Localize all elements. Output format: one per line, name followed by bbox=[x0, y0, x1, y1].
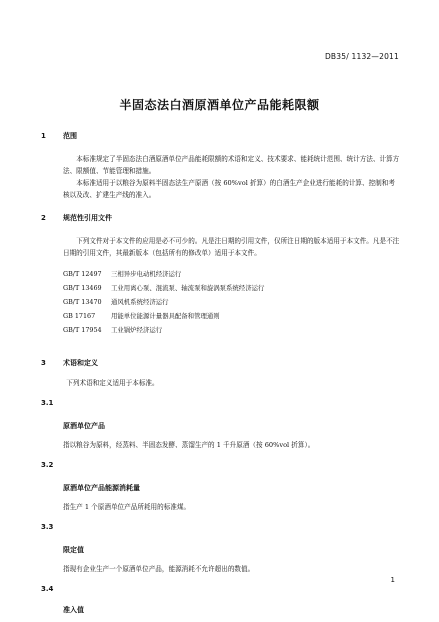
document-title: 半固态法白酒原酒单位产品能耗限额 bbox=[119, 98, 320, 112]
term-number: 3.2 bbox=[41, 461, 54, 469]
paragraph: 本标准规定了半固态法白酒原酒单位产品能耗限额的术语和定义、技术要求、能耗统计范围、统计方法、计算方法、限额值、节能管理和措施。 bbox=[63, 155, 400, 175]
paragraph: 本标准适用于以粮谷为原料半固态法生产原酒（按 60%vol 折算）的白酒生产企业进行能耗的计算、控制和考核以及改、扩建生产线的准入。 bbox=[63, 179, 395, 199]
term-number: 3.3 bbox=[41, 523, 54, 531]
reference-code: GB/T 13469 bbox=[63, 284, 102, 292]
term-number: 3.1 bbox=[41, 399, 54, 407]
term-title: 原酒单位产品能源消耗量 bbox=[63, 484, 140, 492]
term-definition: 指现有企业生产一个原酒单位产品，能源消耗不允许超出的数值。 bbox=[63, 565, 255, 573]
section-number: 3 bbox=[41, 359, 46, 367]
paragraph: 下列术语和定义适用于本标准。 bbox=[66, 379, 159, 387]
reference-code: GB/T 17954 bbox=[63, 326, 102, 334]
term-title: 限定值 bbox=[63, 546, 84, 554]
reference-item bbox=[63, 296, 169, 308]
reference-item bbox=[63, 268, 181, 280]
standard-code: DB35/ 1132—2011 bbox=[324, 52, 399, 61]
reference-item bbox=[63, 310, 220, 322]
reference-name: 三相异步电动机经济运行 bbox=[111, 270, 182, 278]
section-number: 1 bbox=[41, 132, 46, 140]
reference-name: 通风机系统经济运行 bbox=[111, 298, 169, 306]
section-2-heading bbox=[41, 213, 112, 223]
reference-name: 用能单位能源计量器具配备和管理通则 bbox=[111, 312, 220, 320]
term-definition: 指生产 1 个原酒单位产品所耗用的标准煤。 bbox=[63, 503, 191, 511]
page-number: 1 bbox=[390, 576, 395, 584]
section-3-heading bbox=[41, 358, 98, 368]
reference-name: 工业用离心泵、混流泵、轴流泵和旋涡泵系统经济运行 bbox=[111, 284, 265, 292]
term-title: 准入值 bbox=[63, 606, 84, 614]
paragraph: 下列文件对于本文件的应用是必不可少的。凡是注日期的引用文件，仅所注日期的版本适用于本文件。凡是不注日期的引用文件，其最新版本（包括所有的修改单）适用于本文件。 bbox=[63, 237, 400, 257]
section-1-heading bbox=[41, 131, 77, 141]
reference-code: GB/T 12497 bbox=[63, 270, 102, 278]
reference-item bbox=[63, 324, 162, 336]
reference-code: GB 17167 bbox=[63, 312, 96, 320]
reference-item bbox=[63, 282, 264, 294]
section-title: 规范性引用文件 bbox=[63, 214, 112, 222]
term-definition: 指以粮谷为原料，经蒸料、半固态发酵、蒸馏生产的 1 千升原酒（按 60%vol 折算）。 bbox=[63, 441, 315, 449]
reference-name: 工业锅炉经济运行 bbox=[111, 326, 163, 334]
term-number: 3.4 bbox=[41, 585, 54, 593]
section-number: 2 bbox=[41, 214, 46, 222]
section-title: 术语和定义 bbox=[63, 359, 98, 367]
term-title: 原酒单位产品 bbox=[63, 422, 105, 430]
section-title: 范围 bbox=[63, 132, 77, 140]
reference-code: GB/T 13470 bbox=[63, 298, 102, 306]
